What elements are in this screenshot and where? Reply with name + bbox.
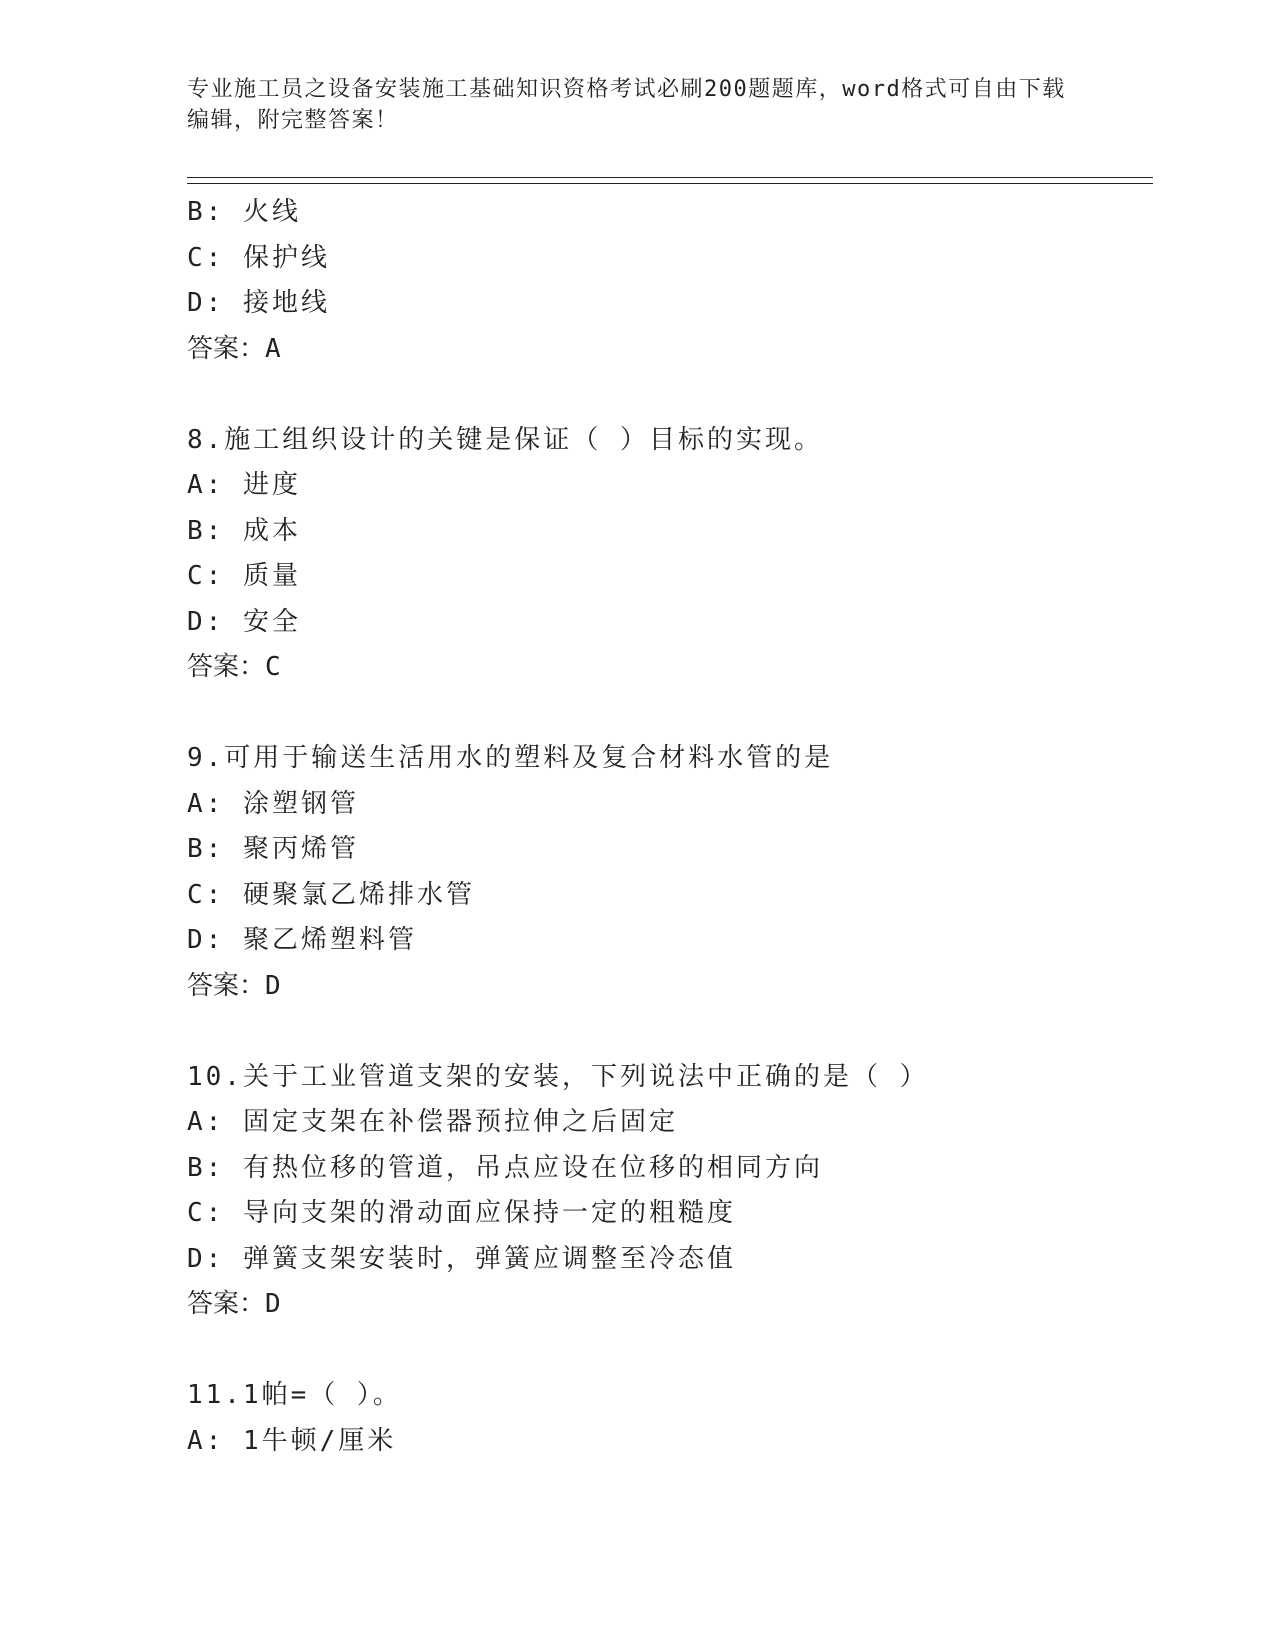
- spacer: [187, 1328, 1147, 1374]
- option-d: D: 弹簧支架安装时，弹簧应调整至冷态值: [187, 1243, 736, 1274]
- option-b: B: 火线: [187, 197, 301, 227]
- question-stem: 9.可用于输送生活用水的塑料及复合材料水管的是: [187, 743, 834, 773]
- option-c: C: 保护线: [187, 242, 330, 273]
- question-continued: [187, 190, 1147, 372]
- option-d: D: 接地线: [187, 288, 330, 318]
- spacer: [187, 691, 1147, 737]
- question-10: [187, 1055, 1147, 1328]
- option-a: A: 进度: [187, 470, 301, 500]
- question-stem: 8.施工组织设计的关键是保证（ ）目标的实现。: [187, 424, 823, 455]
- question-9: [187, 736, 1147, 1009]
- option-d: D: 安全: [187, 606, 301, 637]
- option-a: A: 固定支架在补偿器预拉伸之后固定: [187, 1107, 678, 1137]
- option-c: C: 硬聚氯乙烯排水管: [187, 879, 475, 910]
- option-b: B: 有热位移的管道，吊点应设在位移的相同方向: [187, 1152, 823, 1183]
- option-b: B: 聚丙烯管: [187, 834, 359, 864]
- question-8: [187, 418, 1147, 691]
- option-a: A: 涂塑钢管: [187, 788, 359, 819]
- option-c: C: 导向支架的滑动面应保持一定的粗糙度: [187, 1198, 736, 1228]
- question-stem: 10.关于工业管道支架的安装，下列说法中正确的是（ ）: [187, 1061, 929, 1092]
- answer-line: 答案：C: [187, 652, 281, 682]
- spacer: [187, 372, 1147, 418]
- header-title: 专业施工员之设备安装施工基础知识资格考试必刷200题题库，word格式可自由下载编辑，附完整答案！: [187, 77, 1066, 133]
- question-11: [187, 1373, 1147, 1464]
- answer-line: 答案：A: [187, 333, 281, 364]
- option-b: B: 成本: [187, 515, 301, 546]
- question-list: [187, 190, 1147, 1464]
- page-header: [187, 74, 1067, 136]
- answer-line: 答案：D: [187, 970, 281, 1001]
- answer-line: 答案：D: [187, 1289, 281, 1319]
- option-d: D: 聚乙烯塑料管: [187, 925, 417, 955]
- spacer: [187, 1009, 1147, 1055]
- option-a: A: 1牛顿/厘米: [187, 1425, 397, 1456]
- question-stem: 11.1帕=（ ）。: [187, 1380, 402, 1410]
- header-divider: [187, 177, 1153, 184]
- option-c: C: 质量: [187, 561, 301, 591]
